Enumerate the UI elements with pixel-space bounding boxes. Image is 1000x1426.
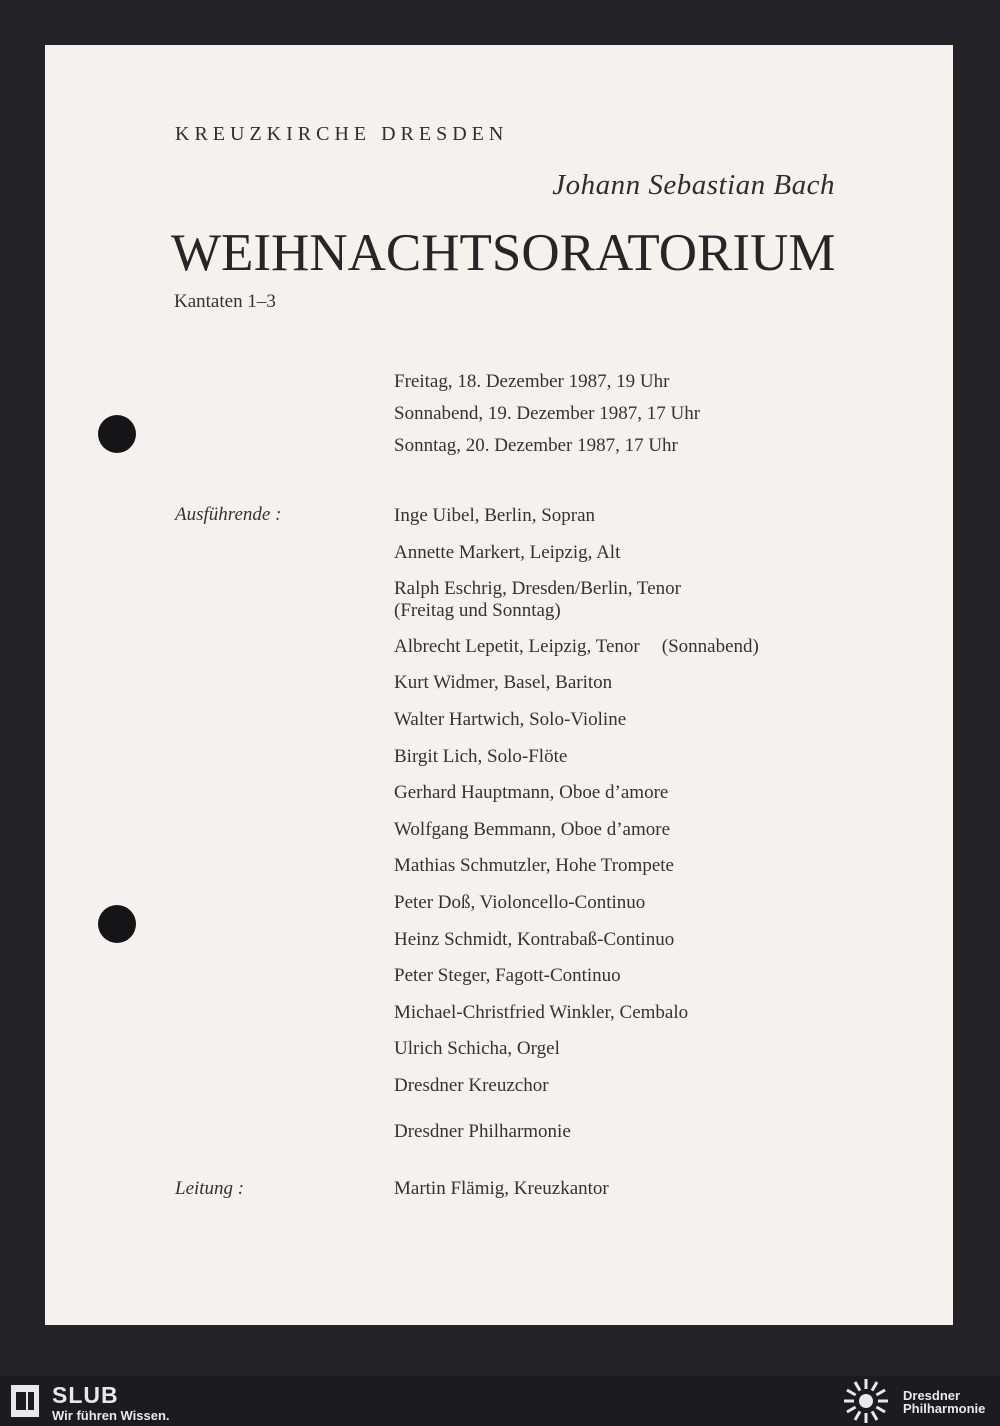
leader-label: Leitung : xyxy=(175,1178,245,1199)
performer-name: Ralph Eschrig, Dresden/Berlin, Tenor xyxy=(394,578,681,600)
partner-name-line2: Philharmonie xyxy=(903,1401,986,1416)
performer-note: (Sonnabend) xyxy=(661,635,759,657)
footer-bar xyxy=(0,1376,1000,1426)
performance-dates xyxy=(394,370,700,466)
slub-logo-icon[interactable] xyxy=(10,1384,40,1418)
performer-name: Albrecht Lepetit, Leipzig, Tenor xyxy=(394,635,640,657)
ensemble-entry: Dresdner Kreuzchor xyxy=(394,1074,549,1096)
library-tagline: Wir führen Wissen. xyxy=(52,1408,170,1423)
performer-entry: Kurt Widmer, Basel, Bariton xyxy=(394,672,613,694)
performer-entry: Wolfgang Bemmann, Oboe d’amore xyxy=(394,818,671,840)
performer-entry: Walter Hartwich, Solo-Violine xyxy=(394,708,627,730)
philharmonie-sunburst-icon[interactable] xyxy=(838,1378,894,1424)
program-sheet xyxy=(45,45,953,1325)
work-title: WEIHNACHTSORATORIUM xyxy=(171,224,836,282)
punch-hole-icon xyxy=(98,415,136,453)
performer-entry xyxy=(394,577,759,622)
partner-name-line1: Dresdner xyxy=(903,1388,961,1403)
date-line: Freitag, 18. Dezember 1987, 19 Uhr xyxy=(394,371,670,392)
performer-entry: Inge Uibel, Berlin, Sopran xyxy=(394,505,596,526)
performer-entry: Peter Steger, Fagott-Continuo xyxy=(394,965,621,987)
performer-entry: Ulrich Schicha, Orgel xyxy=(394,1038,560,1060)
performer-entry: Annette Markert, Leipzig, Alt xyxy=(394,541,621,563)
performer-entry: Peter Doß, Violoncello-Continuo xyxy=(394,891,646,913)
performer-entry: Michael-Christfried Winkler, Cembalo xyxy=(394,1001,689,1023)
performer-entry: Gerhard Hauptmann, Oboe d’amore xyxy=(394,782,669,804)
punch-hole-icon xyxy=(98,905,136,943)
library-name[interactable]: SLUB xyxy=(52,1382,119,1408)
ensemble-entry: Dresdner Philharmonie xyxy=(394,1120,571,1142)
performer-entry: Mathias Schmutzler, Hohe Trompete xyxy=(394,855,674,877)
date-line: Sonntag, 20. Dezember 1987, 17 Uhr xyxy=(394,435,678,456)
performer-note: (Freitag und Sonntag) xyxy=(394,600,561,622)
performers-label: Ausführende : xyxy=(175,504,282,525)
performer-entry: Birgit Lich, Solo-Flöte xyxy=(394,745,568,767)
performer-entry xyxy=(394,635,759,659)
venue-heading: KREUZKIRCHE DRESDEN xyxy=(175,123,509,145)
performers-list xyxy=(394,504,759,1157)
leader-name: Martin Flämig, Kreuzkantor xyxy=(394,1178,609,1199)
work-subtitle: Kantaten 1–3 xyxy=(174,291,276,312)
performer-entry: Heinz Schmidt, Kontrabaß-Continuo xyxy=(394,928,675,950)
composer-name: Johann Sebastian Bach xyxy=(552,169,835,201)
date-line: Sonnabend, 19. Dezember 1987, 17 Uhr xyxy=(394,403,701,424)
partner-name[interactable] xyxy=(903,1389,993,1415)
